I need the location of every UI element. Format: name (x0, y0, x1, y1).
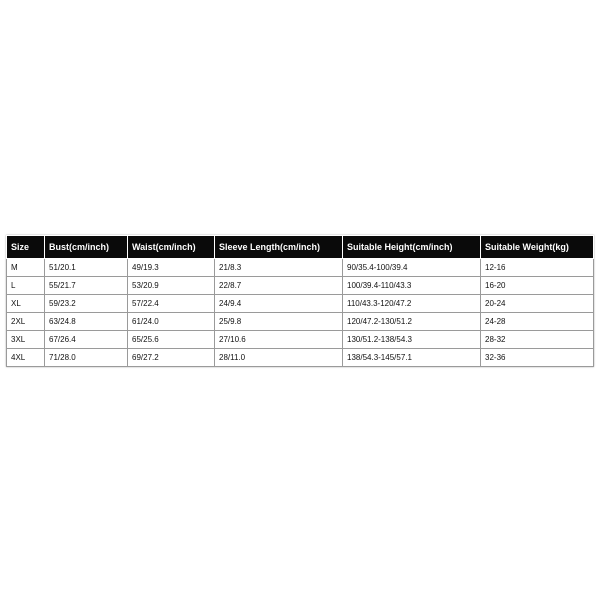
table-row (7, 313, 594, 331)
size-chart-table (6, 235, 594, 367)
header-bust: Bust(cm/inch) (45, 236, 128, 259)
header-sleeve-length: Sleeve Length(cm/inch) (215, 236, 343, 259)
cell-bust: 51/20.1 (45, 259, 128, 277)
cell-sleeve-length: 25/9.8 (215, 313, 343, 331)
cell-size: XL (7, 295, 45, 313)
cell-suitable-weight: 32-36 (481, 349, 594, 367)
cell-suitable-height: 110/43.3-120/47.2 (343, 295, 481, 313)
cell-sleeve-length: 22/8.7 (215, 277, 343, 295)
cell-suitable-height: 90/35.4-100/39.4 (343, 259, 481, 277)
table-row (7, 295, 594, 313)
cell-suitable-weight: 20-24 (481, 295, 594, 313)
cell-suitable-height: 138/54.3-145/57.1 (343, 349, 481, 367)
table-row (7, 259, 594, 277)
table-row (7, 331, 594, 349)
header-suitable-height: Suitable Height(cm/inch) (343, 236, 481, 259)
cell-size: M (7, 259, 45, 277)
cell-waist: 65/25.6 (128, 331, 215, 349)
cell-waist: 49/19.3 (128, 259, 215, 277)
cell-bust: 71/28.0 (45, 349, 128, 367)
cell-suitable-weight: 28-32 (481, 331, 594, 349)
cell-waist: 61/24.0 (128, 313, 215, 331)
table-row (7, 349, 594, 367)
cell-sleeve-length: 27/10.6 (215, 331, 343, 349)
cell-suitable-height: 130/51.2-138/54.3 (343, 331, 481, 349)
cell-suitable-height: 100/39.4-110/43.3 (343, 277, 481, 295)
cell-size: 3XL (7, 331, 45, 349)
header-size: Size (7, 236, 45, 259)
cell-sleeve-length: 28/11.0 (215, 349, 343, 367)
header-waist: Waist(cm/inch) (128, 236, 215, 259)
cell-suitable-height: 120/47.2-130/51.2 (343, 313, 481, 331)
cell-size: 2XL (7, 313, 45, 331)
cell-bust: 67/26.4 (45, 331, 128, 349)
cell-suitable-weight: 24-28 (481, 313, 594, 331)
header-row (7, 236, 594, 259)
cell-bust: 55/21.7 (45, 277, 128, 295)
cell-sleeve-length: 21/8.3 (215, 259, 343, 277)
cell-bust: 59/23.2 (45, 295, 128, 313)
cell-suitable-weight: 12-16 (481, 259, 594, 277)
cell-waist: 53/20.9 (128, 277, 215, 295)
cell-waist: 57/22.4 (128, 295, 215, 313)
cell-suitable-weight: 16-20 (481, 277, 594, 295)
table-row (7, 277, 594, 295)
cell-bust: 63/24.8 (45, 313, 128, 331)
cell-size: L (7, 277, 45, 295)
header-suitable-weight: Suitable Weight(kg) (481, 236, 594, 259)
cell-waist: 69/27.2 (128, 349, 215, 367)
cell-size: 4XL (7, 349, 45, 367)
cell-sleeve-length: 24/9.4 (215, 295, 343, 313)
